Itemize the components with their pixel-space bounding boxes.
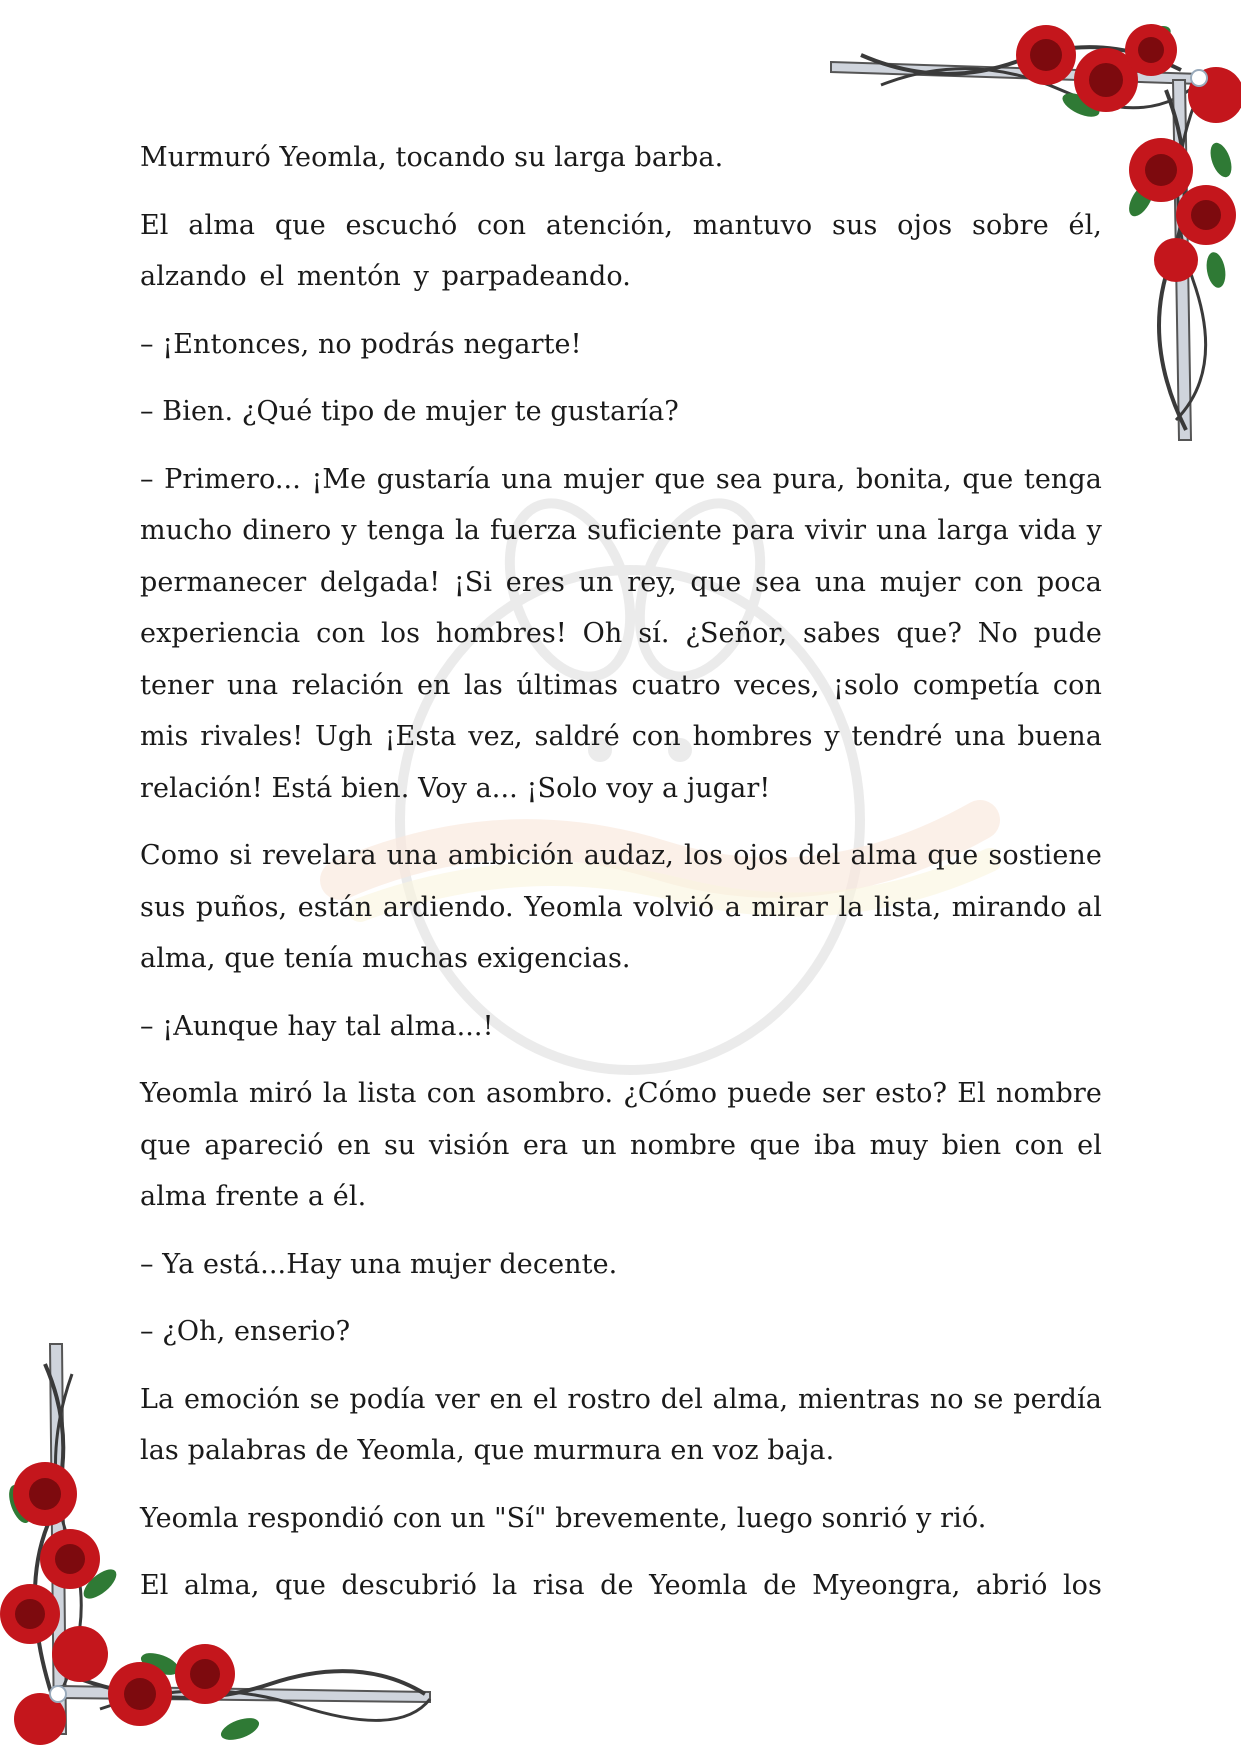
- paragraph-8: Yeomla miró la lista con asombro. ¿Cómo puede ser esto? El nombre que apareció en su visión era un nombre que iba muy bien con el alma frente a él.: [140, 1078, 1102, 1212]
- paragraph-6: Como si revelara una ambición audaz, los ojos del alma que sostiene sus puños, están ardiendo. Yeomla volvió a mirar la lista, mirando al alma, que tenía muchas exigencias.: [140, 840, 1102, 974]
- paragraph-4: – Bien. ¿Qué tipo de mujer te gustaría?: [140, 396, 679, 427]
- paragraph-1: Murmuró Yeomla, tocando su larga barba.: [140, 142, 724, 173]
- paragraph-2: El alma que escuchó con atención, mantuvo sus ojos sobre él, alzando el mentón y parpadeando.: [140, 209, 1102, 292]
- paragraph-3: – ¡Entonces, no podrás negarte!: [140, 328, 582, 360]
- text-body: [140, 132, 1102, 1628]
- paragraph-5: – Primero... ¡Me gustaría una mujer que sea pura, bonita, que tenga mucho dinero y tenga la fuerza suficiente para vivir una larga vida y permanecer delgada! ¡Si eres un rey, que sea una mujer con poca experiencia con los hombres! Oh sí. ¿Señor, sabes que? No pude tener una relación en las últimas cuatro veces, ¡solo competía con mis rivales! Ugh ¡Esta vez, saldré con hombres y tendré una buena relación! Está bien. Voy a... ¡Solo voy a jugar!: [140, 463, 1102, 804]
- paragraph-7: – ¡Aunque hay tal alma...!: [140, 1010, 494, 1042]
- paragraph-12: Yeomla respondió con un "Sí" brevemente, luego sonrió y rió.: [140, 1502, 987, 1534]
- paragraph-11: La emoción se podía ver en el rostro del alma, mientras no se perdía las palabras de Yeomla, que murmura en voz baja.: [140, 1383, 1102, 1466]
- paragraph-13: El alma, que descubrió la risa de Yeomla de Myeongra, abrió los: [140, 1570, 1102, 1601]
- paragraph-10: – ¿Oh, enserio?: [140, 1316, 351, 1347]
- paragraph-9: – Ya está...Hay una mujer decente.: [140, 1248, 618, 1280]
